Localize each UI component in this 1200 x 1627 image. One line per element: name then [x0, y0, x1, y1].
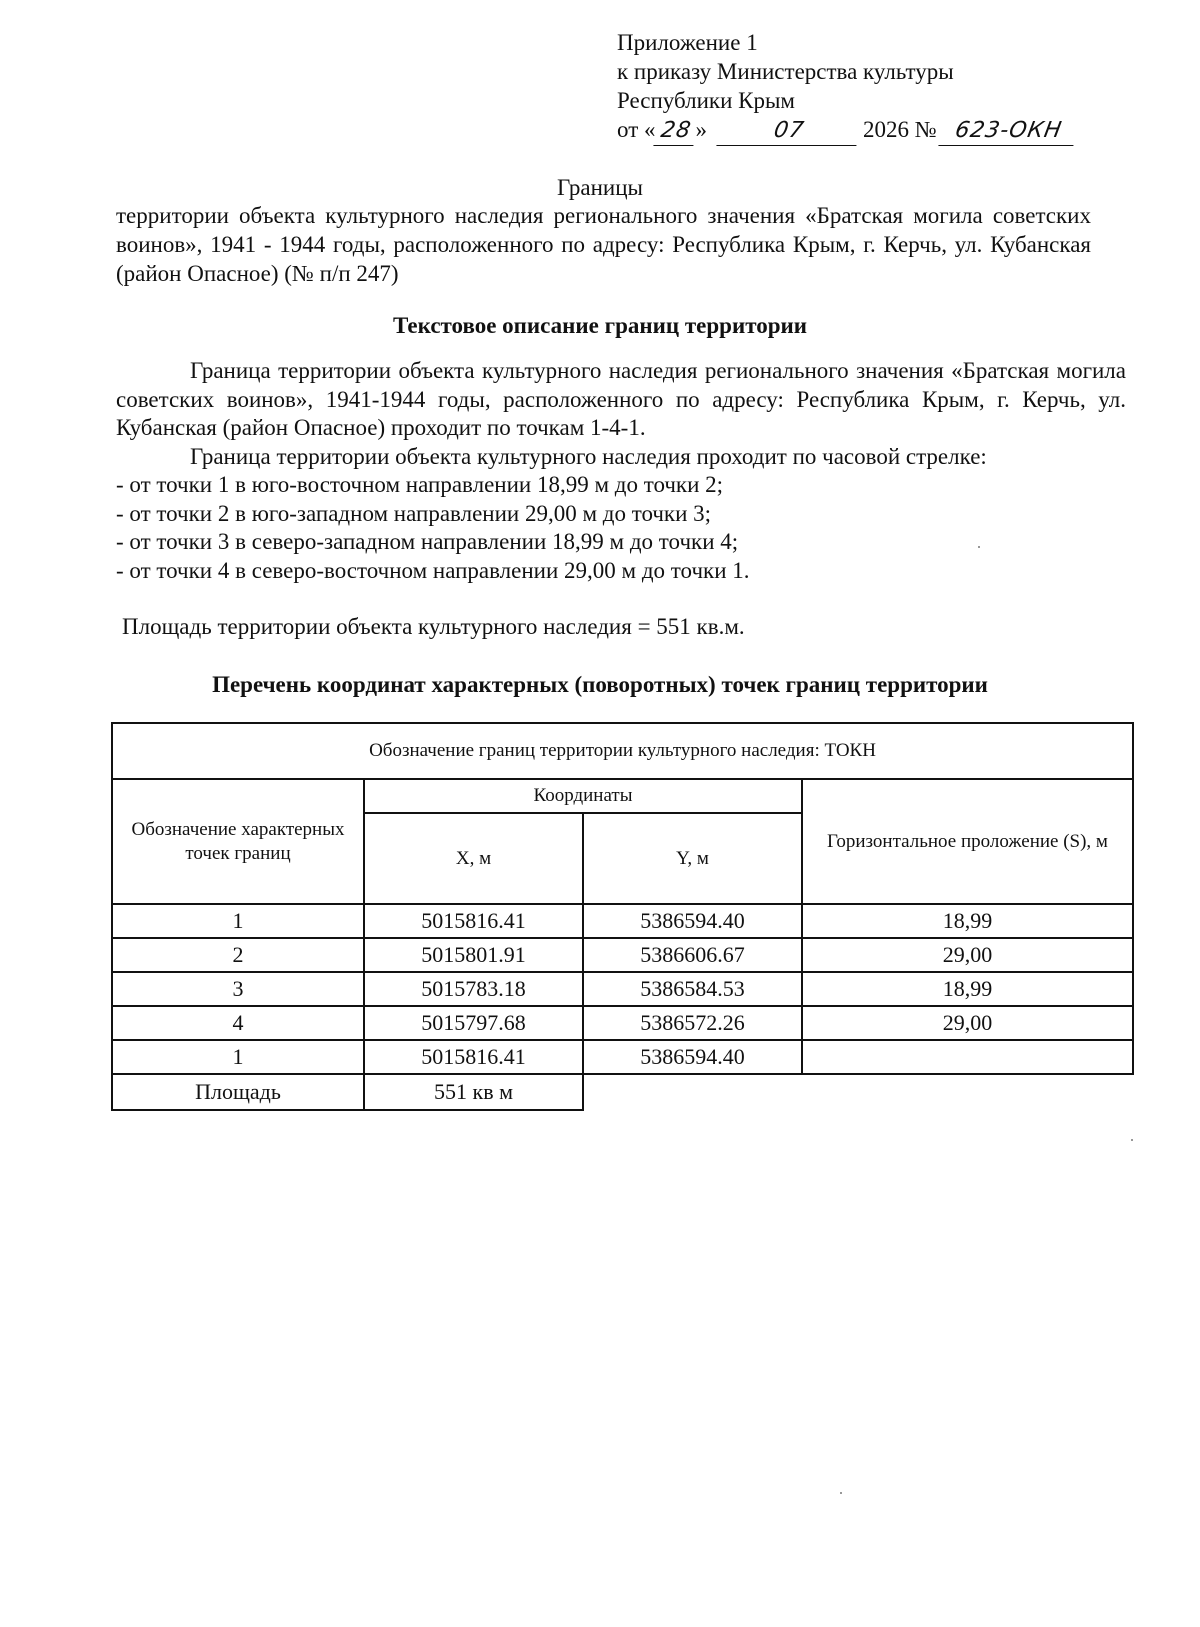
cell-x: 5015816.41 [364, 1040, 583, 1074]
boundary-description [116, 357, 1126, 585]
cell-y: 5386594.40 [583, 1040, 802, 1074]
column-header-x: X, м [364, 813, 583, 904]
cell-x: 5015816.41 [364, 904, 583, 938]
coordinates-table [111, 722, 1134, 1111]
table-row [112, 938, 1133, 972]
column-header-coordinates: Координаты [364, 779, 802, 813]
cell-point: 3 [112, 972, 364, 1006]
cell-point: 4 [112, 1006, 364, 1040]
section-heading-description: Текстовое описание границ территории [392, 313, 808, 338]
order-number-handwritten: 623-ОКН [938, 116, 1078, 146]
area-label-cell: Площадь [112, 1074, 364, 1110]
order-day-handwritten: 28 [653, 116, 698, 146]
empty-cell [583, 1074, 1133, 1110]
date-quote-close: » [695, 117, 707, 142]
cell-distance: 29,00 [802, 938, 1133, 972]
cell-point: 1 [112, 904, 364, 938]
direction-item: - от точки 3 в северо-западном направлении 18,99 м до точки 4; [116, 529, 739, 554]
cell-distance: 18,99 [802, 904, 1133, 938]
cell-distance [802, 1040, 1133, 1074]
column-header-y: Y, м [583, 813, 802, 904]
table-row [112, 1040, 1133, 1074]
direction-item: - от точки 4 в северо-восточном направлении 29,00 м до точки 1. [116, 557, 750, 583]
document-subject: территории объекта культурного наследия регионального значения «Братская могила советских воинов», 1941 - 1944 годы, расположенного по адресу: Республика Крым, г. Керчь, ул. Кубанская (район Опасное) (№ п/п 247) [116, 203, 1091, 286]
table-header-row [112, 779, 1133, 813]
attachment-label: Приложение 1 [617, 30, 758, 55]
description-paragraph: Граница территории объекта культурного наследия регионального значения «Братская могила советских воинов», 1941-1944 годы, расположенного по адресу: Республика Крым, г. Керчь, ул. Кубанская (район Опасное) проходит по точкам 1-4-1. [116, 358, 1126, 440]
document-title: Границы [557, 175, 643, 200]
order-reference: к приказу Министерства культуры [617, 59, 954, 84]
column-header-point: Обозначение характерных точек границ [112, 779, 364, 904]
date-prefix: от « [617, 117, 656, 142]
cell-distance: 29,00 [802, 1006, 1133, 1040]
direction-intro-paragraph: Граница территории объекта культурного наследия проходит по часовой стрелке: [190, 443, 987, 469]
cell-y: 5386572.26 [583, 1006, 802, 1040]
section-heading-coordinates: Перечень координат характерных (поворотных) точек границ территории [212, 672, 988, 697]
column-header-horizontal-distance: Горизонтальное проложение (S), м [802, 779, 1133, 904]
attachment-header [617, 28, 1177, 146]
scan-speck [1131, 1139, 1133, 1141]
area-statement: Площадь территории объекта культурного наследия = 551 кв.м. [122, 614, 745, 639]
cell-x: 5015783.18 [364, 972, 583, 1006]
order-date-line [617, 115, 1177, 146]
table-row [112, 1006, 1133, 1040]
direction-item: - от точки 2 в юго-западном направлении 29,00 м до точки 3; [116, 500, 712, 526]
order-month-handwritten: 07 [716, 116, 861, 146]
table-area-row [112, 1074, 1133, 1110]
area-value-cell: 551 кв м [364, 1074, 583, 1110]
scan-speck [978, 546, 980, 548]
cell-y: 5386606.67 [583, 938, 802, 972]
cell-y: 5386584.53 [583, 972, 802, 1006]
table-row [112, 972, 1133, 1006]
cell-distance: 18,99 [802, 972, 1133, 1006]
scan-speck [840, 1492, 842, 1494]
cell-y: 5386594.40 [583, 904, 802, 938]
ministry-region: Республики Крым [617, 88, 795, 113]
cell-point: 1 [112, 1040, 364, 1074]
cell-x: 5015797.68 [364, 1006, 583, 1040]
table-caption: Обозначение границ территории культурного наследия: ТОКН [112, 723, 1133, 779]
table-caption-row [112, 723, 1133, 779]
cell-x: 5015801.91 [364, 938, 583, 972]
table-row [112, 904, 1133, 938]
direction-item: - от точки 1 в юго-восточном направлении 18,99 м до точки 2; [116, 472, 724, 497]
order-year: 2026 № [863, 117, 937, 142]
cell-point: 2 [112, 938, 364, 972]
